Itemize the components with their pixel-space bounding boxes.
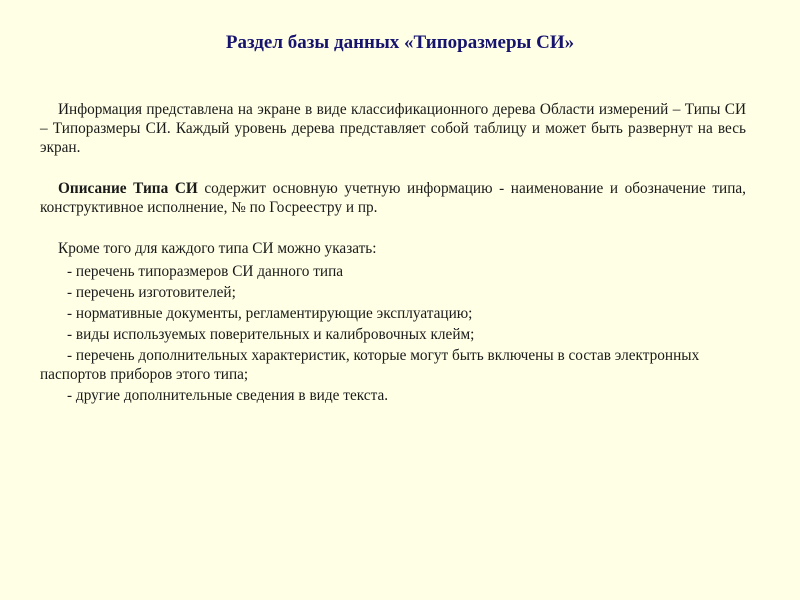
list-item: - другие дополнительные сведения в виде текста.	[67, 387, 389, 404]
list-item: - перечень изготовителей;	[67, 284, 236, 301]
paragraph-type-description	[40, 179, 746, 217]
list-item: - нормативные документы, регламентирующие эксплуатацию;	[67, 305, 473, 322]
slide-title: Раздел базы данных «Типоразмеры СИ»	[225, 32, 575, 53]
list-item: - перечень дополнительных характеристик, которые могут быть включены в состав электронных паспортов приборов этого типа;	[40, 347, 700, 383]
type-description-term: Описание Типа СИ	[58, 180, 198, 197]
paragraph-tree-description: Информация представлена на экране в виде классификационного дерева Области измерений – Типы СИ – Типоразмеры СИ. Каждый уровень дерева представляет собой таблицу и может быть развернут на весь экран.	[40, 101, 746, 156]
list-intro: Кроме того для каждого типа СИ можно указать:	[58, 240, 377, 257]
list-item: - виды используемых поверительных и калибровочных клейм;	[67, 326, 475, 343]
feature-list	[40, 262, 746, 405]
slide-body	[40, 100, 746, 407]
type-description-text: содержит основную учетную информацию - наименование и обозначение типа, конструктивное исполнение, № по Госреестру и пр.	[40, 180, 747, 216]
list-item: - перечень типоразмеров СИ данного типа	[67, 263, 344, 280]
